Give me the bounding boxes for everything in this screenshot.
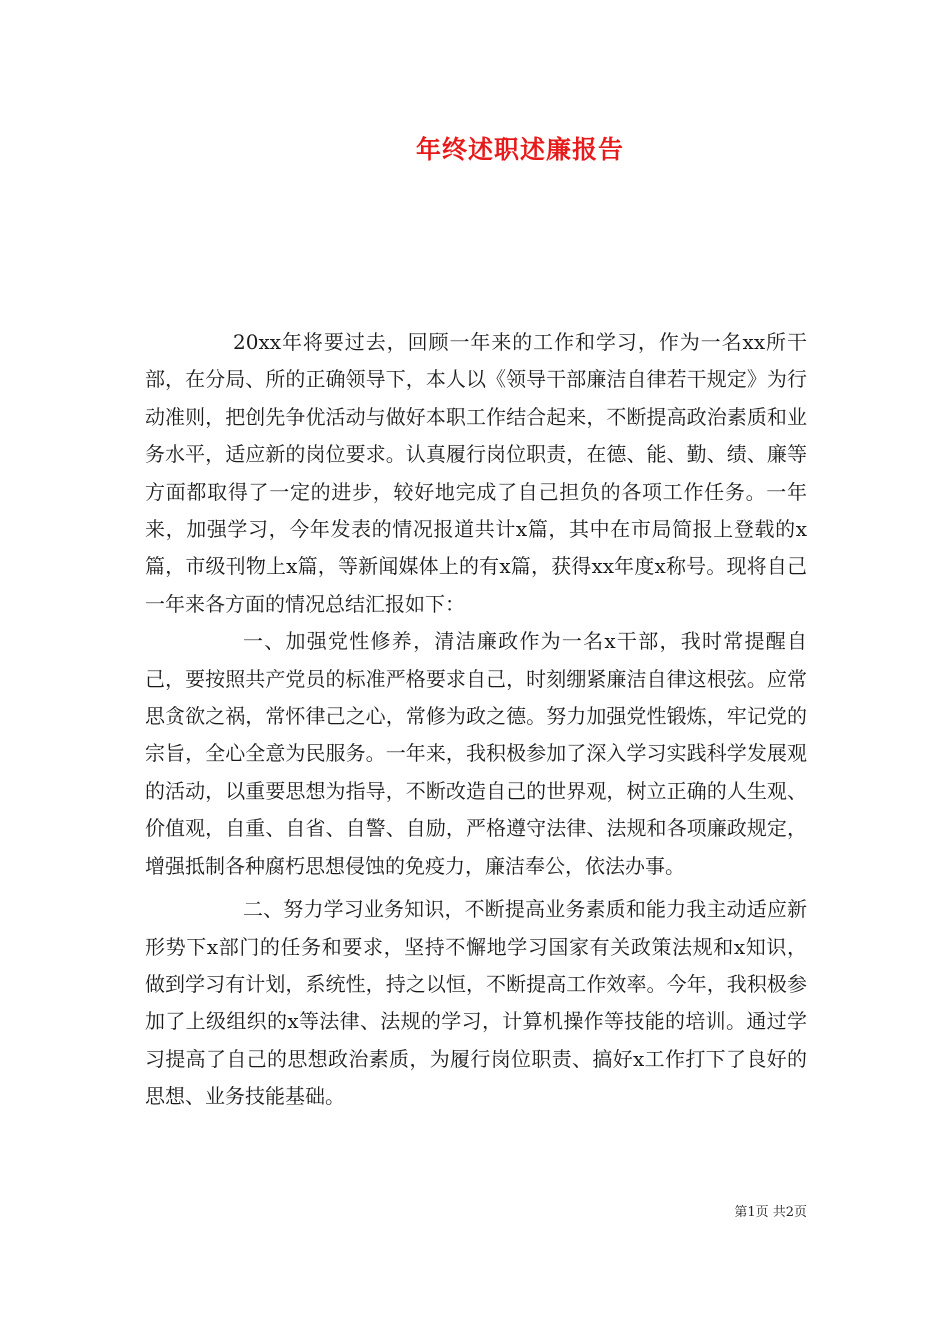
paragraph-section-two: 二、努力学习业务知识，不断提高业务素质和能力我主动适应新形势下x部门的任务和要求，坚持不懈地学习国家有关政策法规和x知识，做到学习有计划，系统性，持之以恒，不断提高工作效率。今年，我积极参加了上级组织的x等法律、法规的学习，计算机操作等技能的培训。通过学习提高了自己的思想政治素质，为履行岗位职责、搞好x工作打下了良好的思想、业务技能基础。 (145, 897, 807, 1109)
document-body (145, 324, 807, 1116)
paragraph-section-one: 一、加强党性修养，清洁廉政作为一名x干部，我时常提醒自己，要按照共产党员的标准严格要求自己，时刻绷紧廉洁自律这根弦。应常思贪欲之祸，常怀律己之心，常修为政之德。努力加强党性锻炼，牢记党的宗旨，全心全意为民服务。一年来，我积极参加了深入学习实践科学发展观的活动，以重要思想为指导，不断改造自己的世界观，树立正确的人生观、价值观，自重、自省、自警、自励，严格遵守法律、法规和各项廉政规定，增强抵制各种腐朽思想侵蚀的免疫力，廉洁奉公，依法办事。 (145, 629, 807, 878)
page-number-footer: 第1页 共2页 (734, 1205, 807, 1220)
paragraph-intro: 20xx年将要过去，回顾一年来的工作和学习，作为一名xx所干部，在分局、所的正确领导下，本人以《领导干部廉洁自律若干规定》为行动准则，把创先争优活动与做好本职工作结合起来，不断提高政治素质和业务水平，适应新的岗位要求。认真履行岗位职责，在德、能、勤、绩、廉等方面都取得了一定的进步，较好地完成了自己担负的各项工作任务。一年来，加强学习，今年发表的情况报道共计x篇，其中在市局简报上登载的x篇，市级刊物上x篇，等新闻媒体上的有x篇，获得xx年度x称号。现将自己一年来各方面的情况总结汇报如下： (145, 330, 807, 616)
document-title: 年终述职述廉报告 (415, 135, 624, 164)
